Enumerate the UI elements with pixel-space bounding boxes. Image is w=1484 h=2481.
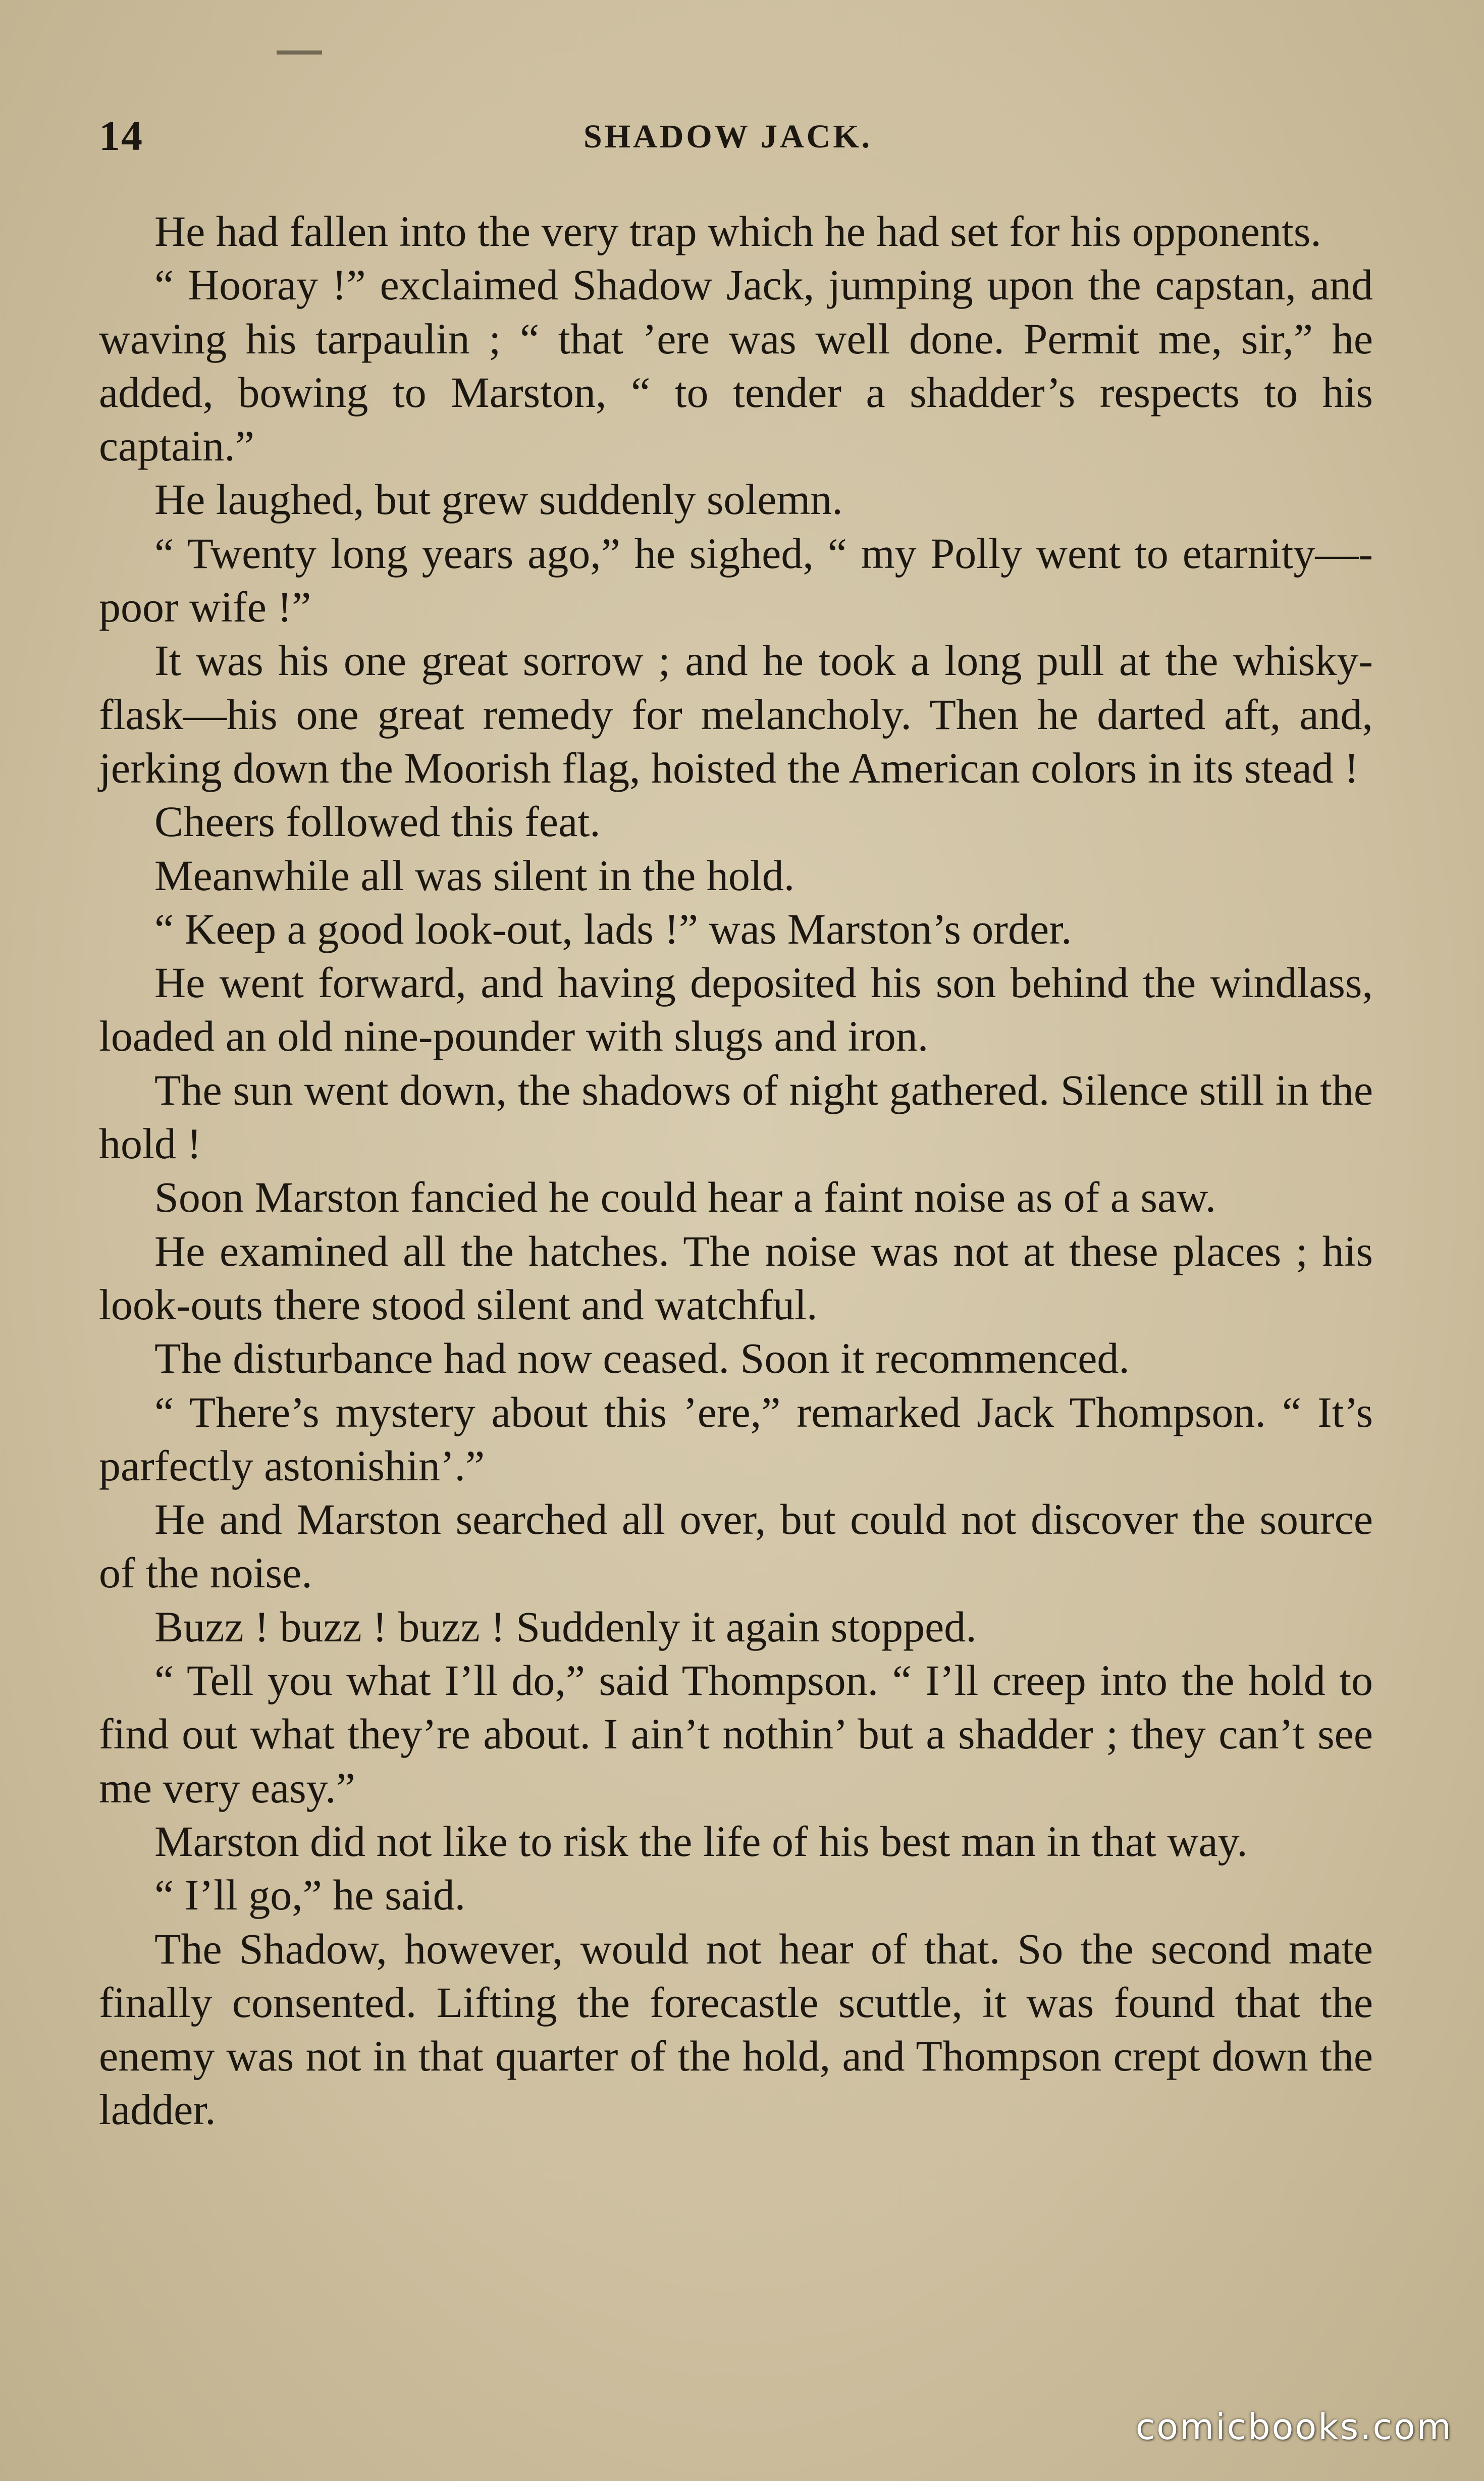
paragraph: He went forward, and having deposited his son behind the windlass, loaded an old nine-pounder with slugs and iron. (99, 958, 1373, 1061)
paragraph: Cheers followed this feat. (154, 797, 601, 846)
paragraph: It was his one great sorrow ; and he took a long pull at the whisky-flask—his one great remedy for melancholy. Then he darted aft, and, jerking down the Moorish flag, hoisted the American colors in its stead ! (99, 636, 1373, 792)
body-text (99, 204, 1373, 2137)
paragraph: “ Twenty long years ago,” he sighed, “ my Polly went to etarnity—-poor wife !” (99, 529, 1373, 632)
paragraph: He and Marston searched all over, but could not discover the source of the noise. (99, 1495, 1373, 1597)
top-rule (277, 50, 322, 55)
paragraph: “ Tell you what I’ll do,” said Thompson. “ I’ll creep into the hold to find out what they’re about. I ain’t nothin’ but a shadder ; they can’t see me very easy.” (99, 1656, 1373, 1812)
paragraph: Buzz ! buzz ! buzz ! Suddenly it again stopped. (154, 1602, 977, 1651)
paragraph: The Shadow, however, would not hear of that. So the second mate finally consented. Lifting the forecastle scuttle, it was found that the enemy was not in that quarter of the hold, and Thompson crept down the ladder. (99, 1924, 1373, 2134)
paragraph: The disturbance had now ceased. Soon it recommenced. (154, 1334, 1130, 1383)
paragraph: Soon Marston fancied he could hear a faint noise as of a saw. (154, 1173, 1216, 1222)
page-number: 14 (99, 113, 143, 160)
paragraph: “ There’s mystery about this ’ere,” remarked Jack Thompson. “ It’s parfectly astonishin’.” (99, 1387, 1373, 1490)
paragraph: “ I’ll go,” he said. (154, 1871, 466, 1920)
running-title: SHADOW JACK. (584, 118, 873, 155)
paragraph: “ Hooray !” exclaimed Shadow Jack, jumping upon the capstan, and waving his tarpaulin ; “ that ’ere was well done. Permit me, sir,” he added, bowing to Marston, “ to tender a shadder’s respects to his captain.” (99, 261, 1373, 471)
paragraph: Meanwhile all was silent in the hold. (154, 851, 795, 900)
paragraph: He laughed, but grew suddenly solemn. (154, 475, 843, 524)
paragraph: Marston did not like to risk the life of his best man in that way. (154, 1817, 1248, 1866)
watermark: comicbooks.com (1135, 2406, 1453, 2448)
paragraph: He had fallen into the very trap which he had set for his opponents. (154, 207, 1321, 255)
paragraph: “ Keep a good look-out, lads !” was Marston’s order. (154, 904, 1072, 953)
paragraph: The sun went down, the shadows of night gathered. Silence still in the hold ! (99, 1065, 1373, 1168)
paragraph: He examined all the hatches. The noise was not at these places ; his look-outs there stood silent and watchful. (99, 1226, 1373, 1329)
page-header (99, 109, 1376, 164)
